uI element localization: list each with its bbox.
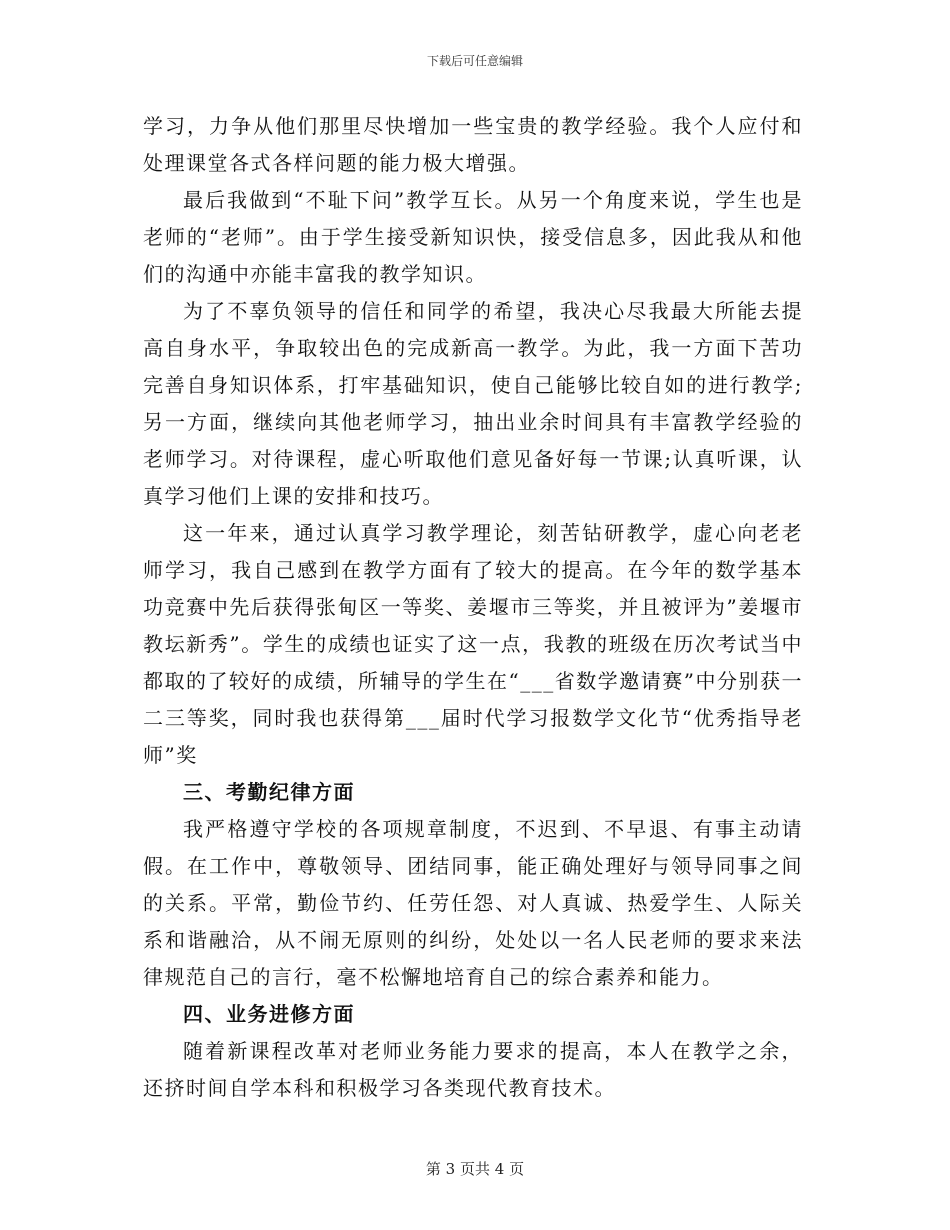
paragraph-professional-study: 随着新课程改革对老师业务能力要求的提高，本人在教学之余，还挤时间自学本科和积极学习各类现代教育技术。	[143, 1039, 803, 1100]
page-number-footer: 第 3 页共 4 页	[425, 1160, 525, 1178]
paragraph-self-improvement: 为了不辜负领导的信任和同学的希望，我决心尽我最大所能去提高自身水平，争取较出色的完成新高一教学。为此，我一方面下苦功完善自身知识体系，打牢基础知识，使自己能够比较自如的进行教学;另一方面，继续向其他老师学习，抽出业余时间具有丰富教学经验的老师学习。对待课程，虚心听取他们意见备好每一节课;认真听课，认真学习他们上课的安排和技巧。	[143, 299, 803, 508]
document-body	[143, 108, 803, 1107]
section-heading-professional-study: 四、业务进修方面	[183, 1002, 355, 1026]
page-header: 下载后可任意编辑	[426, 54, 523, 68]
paragraph-achievements: 这一年来，通过认真学习教学理论，刻苦钻研教学，虚心向老老师学习，我自己感到在教学方面有了较大的提高。在今年的数学基本功竞赛中先后获得张甸区一等奖、姜堰市三等奖，并且被评为”姜堰市教坛新秀”。学生的成绩也证实了这一点，我教的班级在历次考试当中都取的了较好的成绩，所辅导的学生在“___省数学邀请赛”中分别获一二三等奖，同时我也获得第___届时代学习报数学文化节“优秀指导老师”奖	[143, 521, 803, 767]
paragraph-mutual-learning: 最后我做到“不耻下问”教学互长。从另一个角度来说，学生也是老师的“老师”。由于学生接受新知识快，接受信息多，因此我从和他们的沟通中亦能丰富我的教学知识。	[143, 188, 803, 286]
section-heading-attendance: 三、考勤纪律方面	[183, 780, 355, 804]
paragraph-continued: 学习，力争从他们那里尽快增加一些宝贵的教学经验。我个人应付和处理课堂各式各样问题的能力极大增强。	[143, 114, 803, 175]
paragraph-attendance: 我严格遵守学校的各项规章制度，不迟到、不早退、有事主动请假。在工作中，尊敬领导、团结同事，能正确处理好与领导同事之间的关系。平常，勤俭节约、任劳任怨、对人真诚、热爱学生、人际关系和谐融洽，从不闹无原则的纠纷，处处以一名人民老师的要求来法律规范自己的言行，毫不松懈地培育自己的综合素养和能力。	[143, 817, 803, 989]
